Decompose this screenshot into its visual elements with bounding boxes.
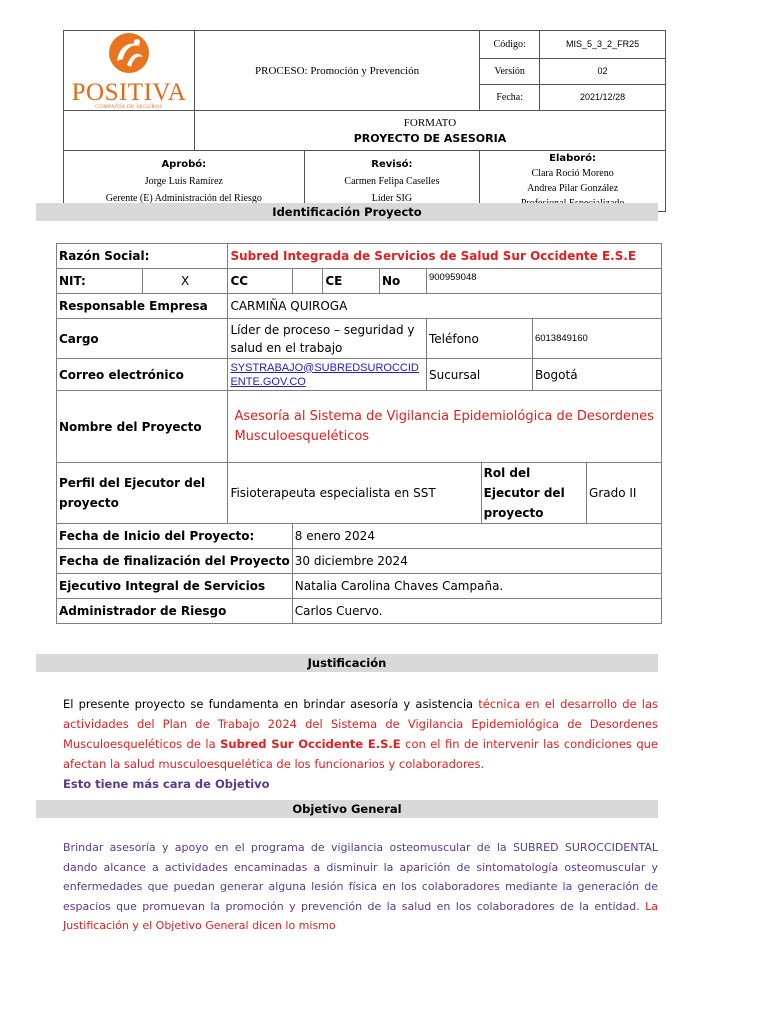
aprobo-role: Gerente (E) Administración del Riesgo (105, 192, 262, 204)
table-row (57, 463, 662, 524)
nit-label: NIT: (57, 269, 143, 294)
responsable-label: Responsable Empresa (57, 294, 228, 319)
perfil-value: Fisioterapeuta especialista en SST (228, 463, 481, 524)
document-title: PROYECTO DE ASESORIA (353, 131, 507, 145)
responsable-value: CARMIÑA QUIROGA (228, 294, 662, 319)
aprobo-label: Aprobó: (161, 158, 207, 170)
logo-wordmark: POSITIVA (71, 79, 187, 106)
fecha-value: 2021/12/28 (540, 84, 666, 110)
justificacion-paragraph (63, 694, 658, 774)
rol-label: Rol del Ejecutor del proyecto (481, 463, 586, 524)
codigo-label: Código: (480, 31, 540, 59)
table-row (57, 599, 662, 624)
process-cell: PROCESO: Promoción y Prevención (194, 31, 479, 111)
logo-spacer (64, 111, 195, 151)
admin-label: Administrador de Riesgo (57, 599, 293, 624)
proyecto-label: Nombre del Proyecto (57, 391, 228, 463)
justificacion-text-red-bold: Subred Sur Occidente E.S.E (220, 737, 401, 751)
cargo-value: Líder de proceso – seguridad y salud en el trabajo (228, 319, 427, 359)
proyecto-value: Asesoría al Sistema de Vigilancia Epidemiológica de Desordenes Musculoesqueléticos (228, 391, 662, 463)
sucursal-label: Sucursal (426, 359, 532, 391)
justificacion-text-black: El presente proyecto se fundamenta en brindar asesoría y asistencia (63, 697, 479, 711)
reviso-name: Carmen Felipa Caselles (344, 175, 440, 187)
logo-subtitle: COMPAÑÍA DE SEGUROS (95, 105, 163, 110)
no-value: 900959048 (426, 269, 661, 294)
inicio-value: 8 enero 2024 (292, 524, 661, 549)
section-justificacion: Justificación (36, 654, 658, 672)
table-row (57, 549, 662, 574)
elaboro-name-1: Clara Roció Moreno (531, 168, 614, 179)
logo-cell (64, 31, 195, 111)
codigo-value: MIS_5_3_2_FR25 (540, 31, 666, 59)
cc-label: CC (228, 269, 292, 294)
inicio-label: Fecha de Inicio del Proyecto: (57, 524, 293, 549)
format-label: FORMATO (403, 116, 457, 129)
ejecutivo-label: Ejecutivo Integral de Servicios (57, 574, 293, 599)
objetivo-comment: La Justificación y el Objetivo General dicen lo mismo (63, 899, 658, 932)
reviso-role: Líder SIG (371, 192, 413, 204)
correo-link[interactable]: SYSTRABAJO@SUBREDSUROCCIDENTE.GOV.CO (228, 359, 427, 391)
correo-label: Correo electrónico (57, 359, 228, 391)
ejecutivo-value: Natalia Carolina Chaves Campaña. (292, 574, 661, 599)
nit-mark: X (142, 269, 228, 294)
table-row (57, 269, 662, 294)
table-row (57, 294, 662, 319)
elaboro-name-2: Andrea Pilar González (527, 183, 619, 194)
admin-value: Carlos Cuervo. (292, 599, 661, 624)
cargo-label: Cargo (57, 319, 228, 359)
project-info-table (56, 243, 662, 624)
razon-social-value: Subred Integrada de Servicios de Salud Sur Occidente E.S.E (228, 244, 662, 269)
rol-value: Grado II (587, 463, 662, 524)
objetivo-paragraph (63, 838, 658, 936)
table-row (57, 244, 662, 269)
fin-value: 30 diciembre 2024 (292, 549, 661, 574)
razon-social-label: Razón Social: (57, 244, 228, 269)
aprobo-name: Jorge Luis Ramírez (144, 175, 223, 187)
justificacion-text-red-end: con el fin de intervenir las condiciones que afectan la salud musculoesquelética de los funcionarios y colaboradores. (63, 737, 659, 771)
objetivo-text: Brindar asesoría y apoyo en el programa de vigilancia osteomuscular de la SUBRED SUROCCIDENTAL dando alcance a actividades encaminadas a disminuir la aparición de sintomatología osteomuscular y enfermedades que puedan generar alguna lesión física en los colaboradores mediante la generación de espacios que promuevan la promoción y prevención de la salud en los colaboradores de la entidad. (63, 841, 658, 913)
table-row (57, 359, 662, 391)
reviso-label: Revisó: (371, 158, 413, 170)
version-label: Versión (480, 58, 540, 84)
table-row (57, 319, 662, 359)
section-objetivo: Objetivo General (36, 800, 658, 818)
justificacion-comment: Esto tiene más cara de Objetivo (63, 777, 270, 791)
section-identificacion: Identificación Proyecto (36, 203, 658, 221)
format-title-cell (194, 111, 665, 151)
telefono-label: Teléfono (426, 319, 532, 359)
table-row (57, 574, 662, 599)
telefono-value: 6013849160 (532, 319, 661, 359)
table-row (57, 391, 662, 463)
sucursal-value: Bogotá (532, 359, 661, 391)
cc-value (292, 269, 323, 294)
elaboro-label: Elaboró: (549, 153, 597, 164)
fin-label: Fecha de finalización del Proyecto (57, 549, 293, 574)
logo-emblem-icon (107, 31, 151, 77)
version-value: 02 (540, 58, 666, 84)
ce-label: CE (323, 269, 380, 294)
document-header-table (63, 30, 666, 212)
perfil-label: Perfil del Ejecutor del proyecto (57, 463, 228, 524)
positiva-logo (64, 31, 194, 110)
no-label: No (380, 269, 427, 294)
table-row (57, 524, 662, 549)
justificacion-text-red: técnica en el desarrollo de las actividades del Plan de Trabajo 2024 del Sistema de Vigilancia Epidemiológica de Desordenes Musculoesqueléticos de la (63, 697, 658, 751)
fecha-label: Fecha: (480, 84, 540, 110)
